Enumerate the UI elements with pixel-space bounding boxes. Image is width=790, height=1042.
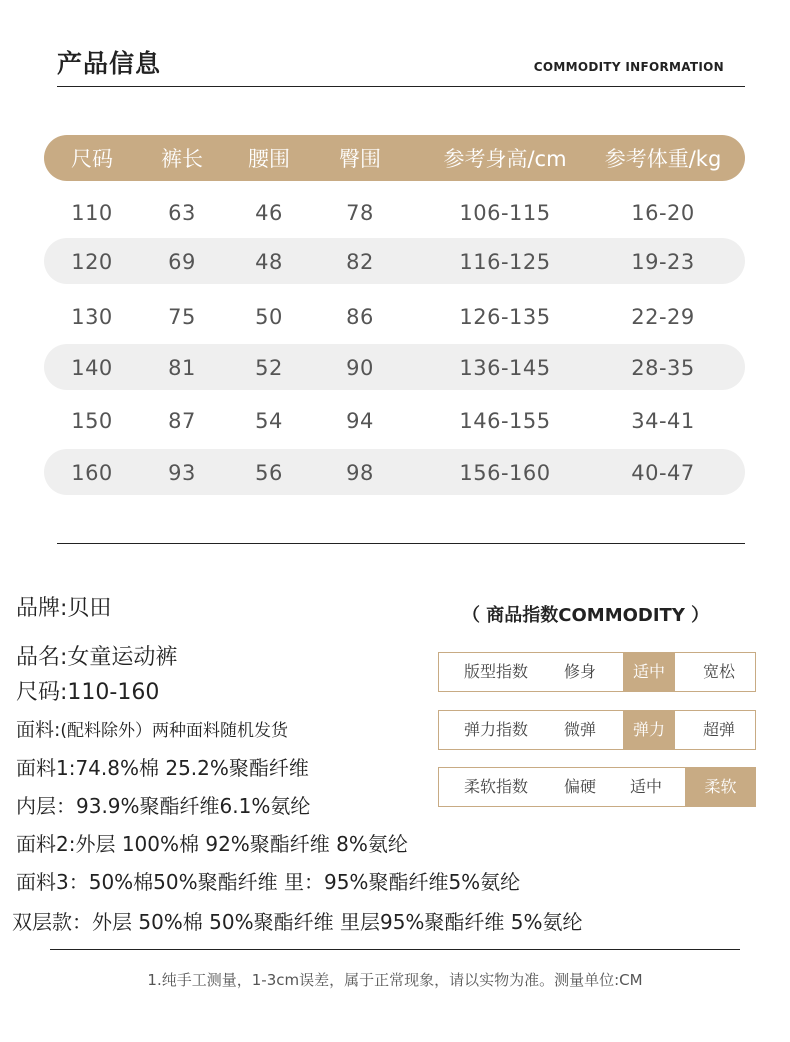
cell-length: 87 [168, 409, 196, 433]
cell-weight: 19-23 [631, 250, 695, 274]
index-label: 弹力指数 [463, 720, 529, 739]
fabric1-text: 面料1:74.8%棉 25.2%聚酯纤维 [16, 756, 309, 780]
cell-hip: 78 [346, 201, 374, 225]
cell-weight: 16-20 [631, 201, 695, 225]
cell-length: 75 [168, 305, 196, 329]
fabric-line [16, 715, 288, 742]
cell-size: 110 [71, 201, 113, 225]
page-subtitle: COMMODITY INFORMATION [533, 60, 724, 74]
index-option: 超弹 [702, 720, 736, 739]
fabric-label: 面料: [16, 719, 61, 741]
product-name-text: 品名:女童运动裤 [16, 645, 178, 670]
index-option: 适中 [629, 777, 663, 796]
cell-size: 120 [71, 250, 113, 274]
double-layer-text: 双层款：外层 50%棉 50%聚酯纤维 里层95%聚酯纤维 5%氨纶 [12, 910, 583, 934]
size-table-header [44, 135, 745, 181]
table-divider [57, 543, 745, 544]
cell-weight: 40-47 [631, 461, 695, 485]
cell-length: 81 [168, 356, 196, 380]
cell-size: 140 [71, 356, 113, 380]
col-header-waist: 腰围 [248, 147, 290, 171]
cell-waist: 46 [255, 201, 283, 225]
col-header-height: 参考身高/cm [443, 147, 567, 171]
col-header-size: 尺码 [71, 147, 113, 171]
cell-size: 130 [71, 305, 113, 329]
fabric-note: (配料除外）两种面料随机发货 [60, 721, 289, 741]
size-range-text: 尺码:110-160 [16, 680, 160, 705]
table-row [44, 449, 745, 495]
header-divider [57, 86, 745, 87]
table-row [44, 344, 745, 390]
cell-height: 136-145 [459, 356, 551, 380]
cell-length: 63 [168, 201, 196, 225]
index-label: 柔软指数 [463, 777, 529, 796]
cell-height: 126-135 [459, 305, 551, 329]
lining-text: 内层：93.9%聚酯纤维6.1%氨纶 [16, 794, 311, 818]
cell-size: 160 [71, 461, 113, 485]
footer-divider [50, 949, 740, 950]
cell-waist: 56 [255, 461, 283, 485]
index-option-selected: 适中 [623, 653, 675, 691]
cell-hip: 98 [346, 461, 374, 485]
cell-weight: 34-41 [631, 409, 695, 433]
index-option: 修身 [563, 662, 597, 681]
measurement-footnote: 1.纯手工测量，1-3cm误差，属于正常现象，请以实物为准。测量单位:CM [147, 971, 643, 989]
cell-hip: 86 [346, 305, 374, 329]
index-row-softness [438, 767, 756, 807]
col-header-weight: 参考体重/kg [604, 147, 722, 171]
table-row [44, 397, 745, 443]
cell-hip: 90 [346, 356, 374, 380]
table-row [44, 189, 745, 235]
cell-waist: 48 [255, 250, 283, 274]
index-option: 宽松 [702, 662, 736, 681]
cell-waist: 52 [255, 356, 283, 380]
table-row [44, 293, 745, 339]
index-label: 版型指数 [463, 662, 529, 681]
index-option: 微弹 [563, 720, 597, 739]
col-header-hip: 臀围 [339, 147, 381, 171]
index-option: 偏硬 [563, 777, 597, 796]
col-header-length: 裤长 [161, 147, 203, 171]
commodity-index-title: （ 商品指数COMMODITY ） [462, 605, 710, 626]
brand-text: 品牌:贝田 [16, 596, 112, 621]
index-option-selected: 弹力 [623, 711, 675, 749]
index-row-fit [438, 652, 756, 692]
cell-weight: 22-29 [631, 305, 695, 329]
cell-weight: 28-35 [631, 356, 695, 380]
fabric3-text: 面料3：50%棉50%聚酯纤维 里：95%聚酯纤维5%氨纶 [16, 870, 521, 894]
cell-length: 93 [168, 461, 196, 485]
cell-size: 150 [71, 409, 113, 433]
index-option-selected: 柔软 [685, 768, 756, 806]
index-row-elasticity [438, 710, 756, 750]
page-title: 产品信息 [57, 49, 162, 78]
cell-height: 106-115 [459, 201, 551, 225]
cell-length: 69 [168, 250, 196, 274]
cell-waist: 54 [255, 409, 283, 433]
cell-hip: 94 [346, 409, 374, 433]
cell-height: 156-160 [459, 461, 551, 485]
cell-height: 116-125 [459, 250, 551, 274]
cell-hip: 82 [346, 250, 374, 274]
cell-height: 146-155 [459, 409, 551, 433]
table-row [44, 238, 745, 284]
cell-waist: 50 [255, 305, 283, 329]
fabric2-text: 面料2:外层 100%棉 92%聚酯纤维 8%氨纶 [16, 832, 408, 856]
